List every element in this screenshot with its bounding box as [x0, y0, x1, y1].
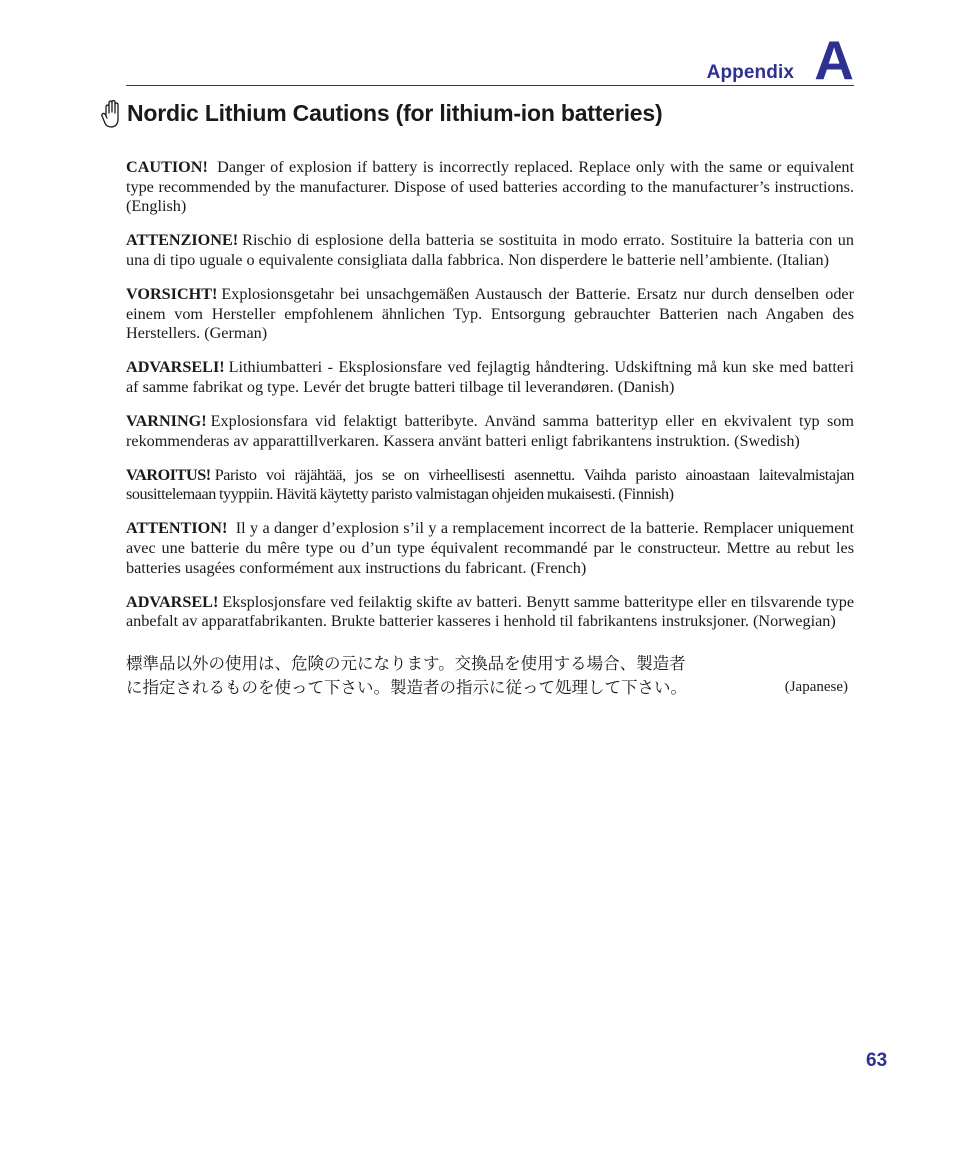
caution-paragraph	[126, 519, 854, 578]
caution-text: Explosionsgetahr bei unsachgemäßen Austausch der Batterie. Ersatz nur durch denselben oder einem vom Hersteller empfohlenem ähnlichen Typ. Entsorgung gebrauchter Batterien nach Angaben des Herstellers. (German)	[126, 284, 854, 343]
caution-heading: VAROITUS!	[126, 465, 211, 484]
caution-paragraph	[126, 466, 854, 505]
caution-text: Paristo voi räjähtää, jos se on virheellisesti asennettu. Vaihda paristo ainoastaan laitevalmistajan sousittelemaan tyyppiin. Hävitä käytetty paristo valmistagan ohjeiden mukaisesti. (Finnish)	[126, 465, 854, 504]
caution-paragraph	[126, 285, 854, 344]
cautions-list	[126, 158, 854, 700]
appendix-letter: A	[814, 29, 854, 91]
caution-paragraph	[126, 158, 854, 217]
caution-heading: VORSICHT!	[126, 284, 218, 303]
page-header	[126, 29, 854, 91]
caution-text: Explosionsfara vid felaktigt batteribyte. Använd samma batterityp eller en ekvivalent typ som rekommenderas av apparattillverkaren. Kassera använt batteri enligt fabrikantens instruktion. (Swedish)	[126, 411, 854, 450]
caution-heading: ADVARSEL!	[126, 592, 219, 611]
appendix-label: Appendix	[706, 62, 794, 83]
caution-text: Il y a danger d’explosion s’il y a remplacement incorrect de la batterie. Remplacer uniquement avec une batterie du mêre type ou d’un type équivalent recommandé par le constructeur. Mettre au rebut les batteries usagées conformément aux instructions du fabricant. (French)	[126, 519, 855, 577]
caution-heading: CAUTION!	[126, 158, 208, 176]
caution-text: Eksplosjonsfare ved feilaktig skifte av batteri. Benytt samme batteritype eller en tilsvarende type anbefalt av apparatfabrikanten. Brukte batterier kasseres i henhold til fabrikantens instruksjoner. (Norwegian)	[126, 592, 854, 631]
caution-heading: VARNING!	[126, 411, 207, 430]
raised-hand-icon	[100, 99, 124, 131]
caution-text: Lithiumbatteri - Eksplosionsfare ved fejlagtig håndtering. Udskiftning må kun ske med batteri af samme fabrikat og type. Levér det brugte batteri tilbage til leverandøren. (Danish)	[126, 358, 854, 396]
japanese-caution	[126, 652, 854, 700]
caution-paragraph	[126, 358, 854, 397]
section-title	[100, 95, 662, 131]
page-title: Nordic Lithium Cautions (for lithium-ion batteries)	[127, 99, 663, 126]
caution-paragraph	[126, 412, 854, 451]
caution-heading: ATTENTION!	[126, 519, 228, 538]
page-number: 63	[866, 1050, 888, 1071]
caution-paragraph	[126, 231, 854, 270]
japanese-line-2: に指定されるものを使って下さい。製造者の指示に従って処理して下さい。	[126, 677, 687, 697]
caution-heading: ATTENZIONE!	[126, 231, 239, 250]
caution-heading: ADVARSELI!	[126, 358, 225, 377]
caution-text: Danger of explosion if battery is incorrectly replaced. Replace only with the same or equivalent type recommended by the manufacturer. Dispose of used batteries according to the manufacturer’s instructions. (English)	[126, 158, 855, 216]
header-rule	[126, 85, 854, 86]
caution-text: Rischio di esplosione della batteria se sostituita in modo errato. Sostituire la batteria con un una di tipo uguale o equivalente consigliata dalla fabbrica. Non disperdere le batterie nell’ambiente. (Italian)	[126, 231, 854, 269]
caution-paragraph	[126, 593, 854, 632]
japanese-line-1: 標準品以外の使用は、危険の元になります。交換品を使用する場合、製造者	[126, 653, 686, 673]
japanese-language-label: (Japanese)	[784, 678, 848, 695]
